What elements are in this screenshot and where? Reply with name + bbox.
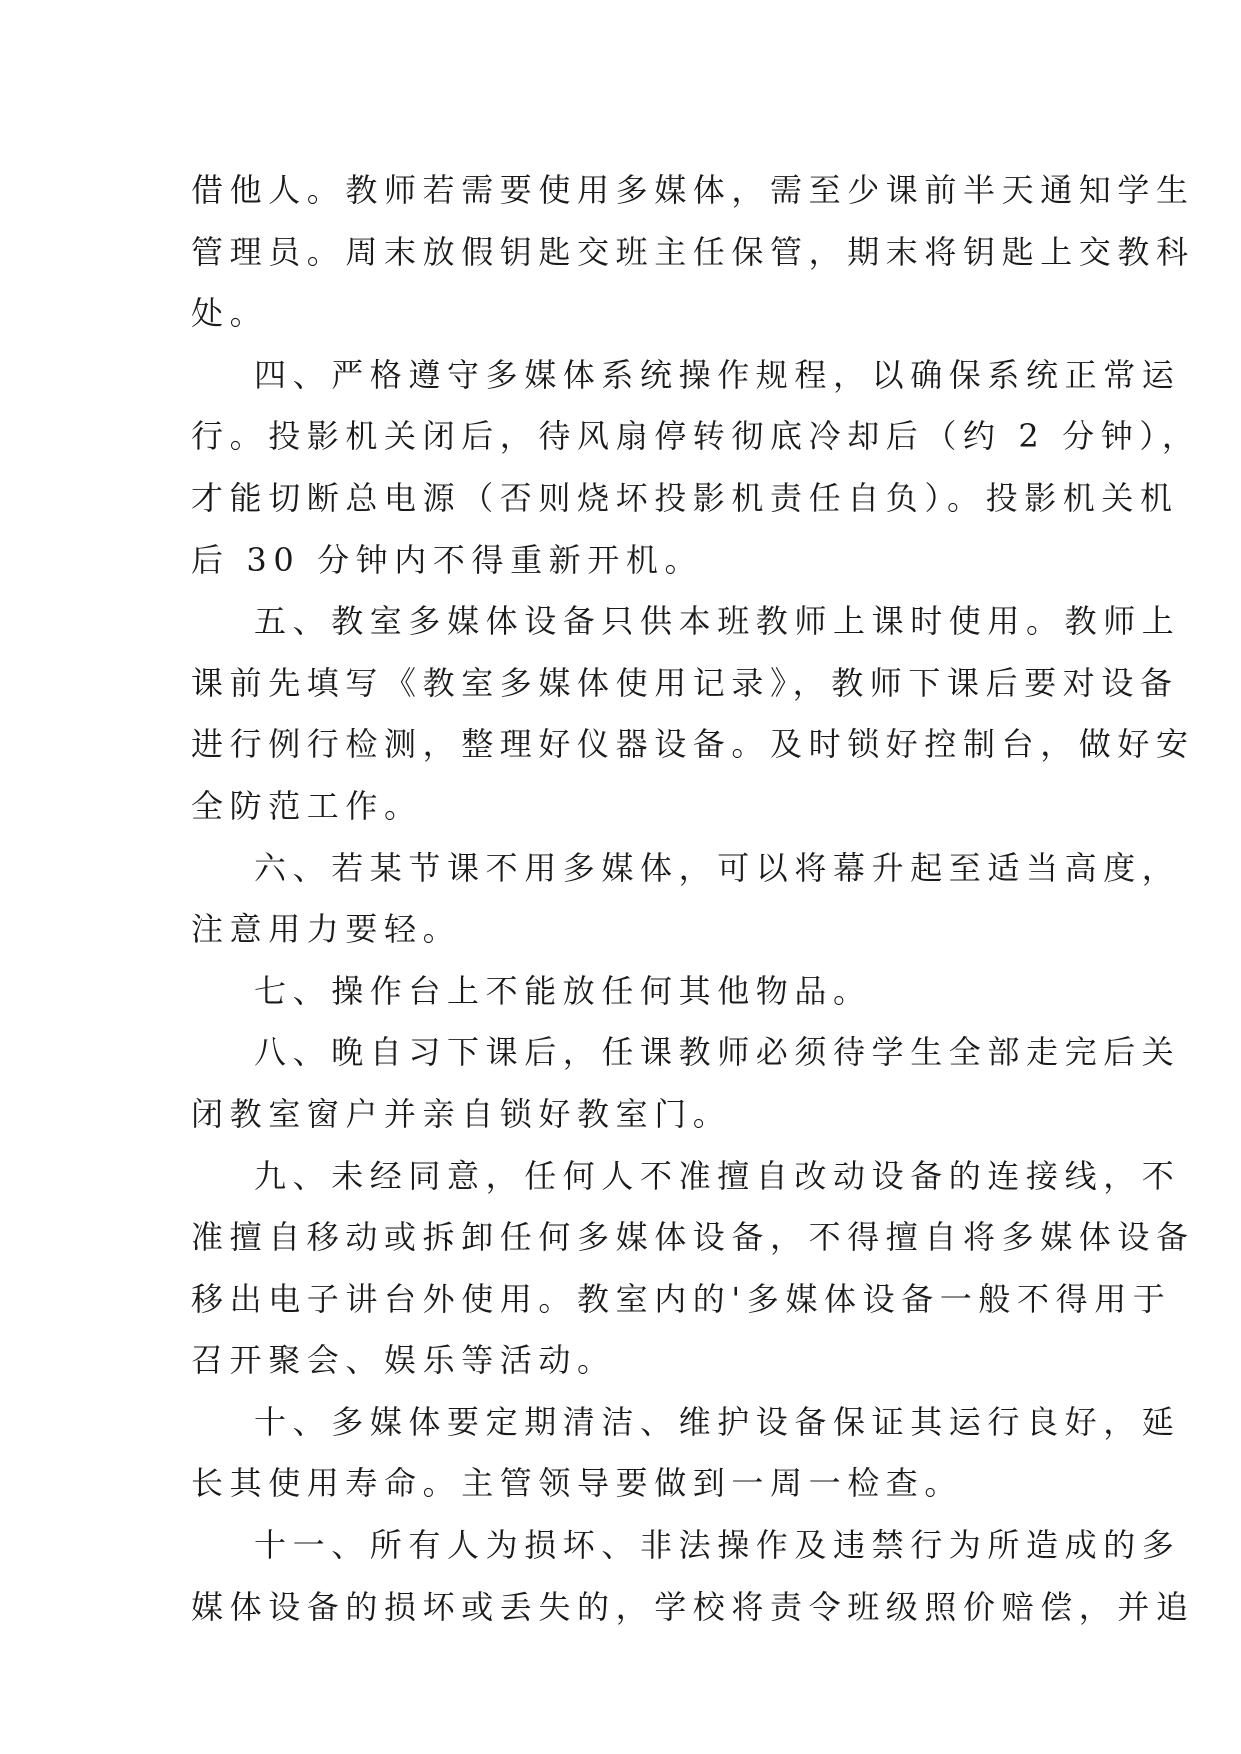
paragraph-rule-4 [191,345,1201,591]
text-line: 召开聚会、娱乐等活动。 [191,1341,616,1380]
text-line: 媒体设备的损坏或丢失的，学校将责令班级照价赔偿，并追 [191,1587,1195,1626]
text-line: 八、晚自习下课后，任课教师必须待学生全部走完后关 [254,1033,1181,1072]
text-line: 长其使用寿命。主管领导要做到一周一检查。 [191,1464,964,1503]
text-line: 移出电子讲台外使用。教室内的'多媒体设备一般不得用于 [191,1279,1172,1318]
text-line: 闭教室窗户并亲自锁好教室门。 [191,1094,732,1133]
text-line: 才能切断总电源（否则烧坏投影机责任自负）。投影机关机 [191,478,1179,517]
paragraph-rule-6 [191,838,1181,961]
text-line: 借他人。教师若需要使用多媒体，需至少课前半天通知学生 [191,171,1195,209]
text-line: 六、若某节课不用多媒体，可以将幕升起至适当高度， [254,848,1181,887]
text-line: 十一、所有人为损坏、非法操作及违禁行为所造成的多 [254,1526,1181,1565]
text-line: 准擅自移动或拆卸任何多媒体设备，不得擅自将多媒体设备 [191,1218,1195,1257]
text-line: 九、未经同意，任何人不准擅自改动设备的连接线，不 [254,1156,1181,1195]
document-body [191,160,1201,1638]
text-line: 行。投影机关闭后，待风扇停转彻底冷却后（约 2 分钟）， [191,417,1201,456]
paragraph-rule-8 [191,1022,1181,1145]
text-line: 四、严格遵守多媒体系统操作规程，以确保系统正常运 [254,355,1181,394]
text-line: 十、多媒体要定期清洁、维护设备保证其运行良好，延 [254,1402,1181,1441]
text-line: 处。 [191,294,269,333]
paragraph-rule-10 [191,1392,1181,1515]
text-line: 管理员。周末放假钥匙交班主任保管，期末将钥匙上交教科 [191,232,1195,271]
text-line: 全防范工作。 [191,786,423,825]
text-line: 五、教室多媒体设备只供本班教师上课时使用。教师上 [254,602,1181,641]
text-line: 后 30 分钟内不得重新开机。 [191,540,704,579]
text-line: 七、操作台上不能放任何其他物品。 [254,971,872,1010]
paragraph-rule-9 [191,1146,1195,1392]
paragraph-continued [191,160,1195,345]
text-line: 进行例行检测，整理好仪器设备。及时锁好控制台，做好安 [191,725,1195,764]
text-line: 注意用力要轻。 [191,910,462,949]
paragraph-rule-5 [191,591,1195,837]
text-line: 课前先填写《教室多媒体使用记录》，教师下课后要对设备 [191,663,1179,702]
paragraph-rule-11 [191,1515,1195,1638]
paragraph-rule-7 [191,961,1061,1023]
